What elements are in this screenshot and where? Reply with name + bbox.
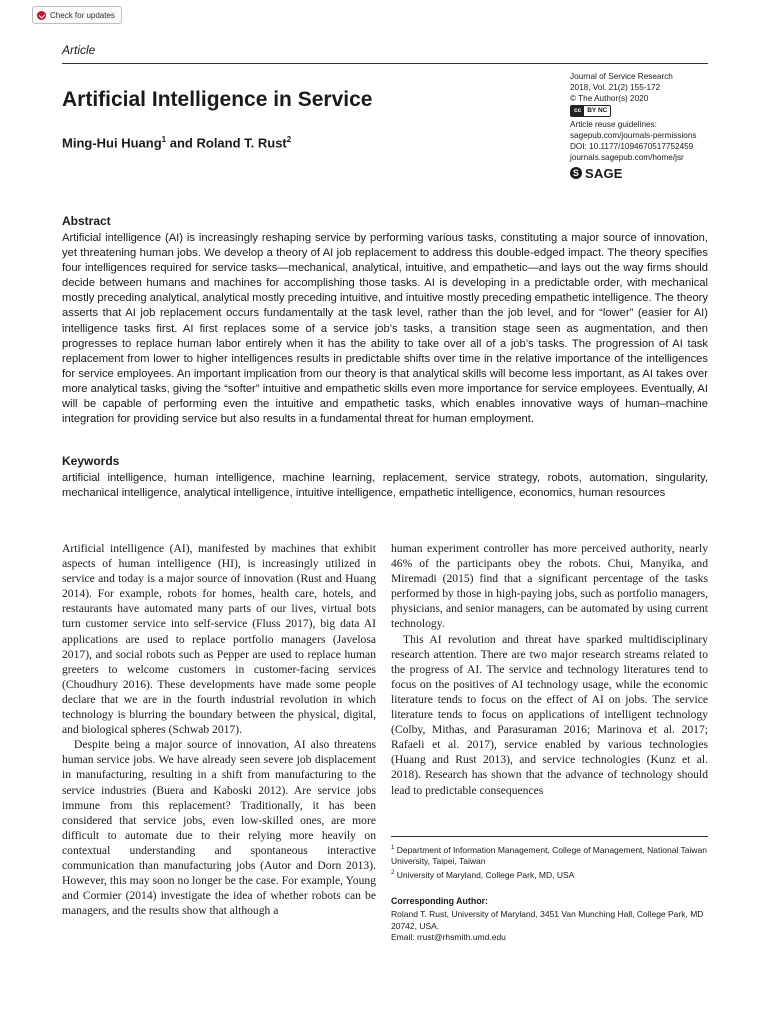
corresponding-author-heading: Corresponding Author: [391, 896, 488, 906]
journal-citation: 2018, Vol. 21(2) 155-172 [570, 83, 661, 92]
abstract-heading: Abstract [62, 214, 111, 228]
doi-link[interactable]: DOI: 10.1177/1094670517752459 [570, 142, 694, 151]
keywords-heading: Keywords [62, 454, 120, 468]
check-update-icon [37, 11, 46, 20]
copyright-line: © The Author(s) 2020 [570, 94, 649, 103]
body-paragraph: human experiment controller has more perceived authority, nearly 46% of the participants obey the robots. Chui, Manyika, and Miremadi (2015) find that a significant percentage of the tasks performed by those in high-paying jobs, such as portfolio managers, physicians, and senior managers, can be automated by using current technology. [391, 542, 708, 631]
author-name: Roland T. Rust [196, 135, 287, 151]
corresponding-author-email[interactable]: Email: rrust@rhsmith.umd.edu [391, 932, 506, 942]
footnote-marker: 2 [391, 870, 395, 876]
body-column-left [62, 541, 376, 918]
corresponding-author-address: Roland T. Rust, University of Maryland, 3451 Van Munching Hall, College Park, MD 20742, USA. [391, 909, 704, 931]
body-column-right [391, 541, 708, 798]
author-line [62, 135, 291, 150]
journal-info-block [570, 71, 720, 179]
permissions-link[interactable]: sagepub.com/journals-permissions [570, 131, 697, 140]
cc-by-nc-label: BY NC [587, 107, 608, 114]
publisher-logo [570, 167, 720, 179]
keywords-text: artificial intelligence, human intelligence, machine learning, replacement, service strategy, robots, automation, singularity, mechanical intelligence, analytical intelligence, intuitive intelligence, empathetic intelligence, economics, human resources [62, 472, 708, 500]
author-name: Ming-Hui Huang [62, 135, 162, 151]
article-type-label: Article [62, 43, 96, 57]
body-paragraph: Despite being a major source of innovation, AI also threatens human service jobs. We have already seen severe job displacement in manufacturing, resulting in a shift from manufacturing to the service industries (Buera and Kaboski 2012). Are service jobs immune from this replacement? Traditionally, it has been considered that service jobs, even low-skilled ones, are more difficult to automate due to their relying more heavily on contextual understanding and spontaneous interactive communication than manufacturing jobs (Autor and Dorn 2013). However, this may soon no longer be the case. For example, Young and Cormier (2014) investigate the idea of whether robots can be managers, and the results show that although a [62, 738, 376, 918]
affiliation-footnote-2 [391, 868, 708, 881]
author-connector: and [169, 135, 193, 151]
reuse-guidelines-label: Article reuse guidelines: [570, 120, 657, 129]
publisher-name: SAGE [585, 165, 623, 181]
footnote-text: University of Maryland, College Park, MD, USA [396, 869, 575, 880]
corresponding-author-block [391, 909, 708, 944]
author-affiliation-marker: 1 [161, 135, 167, 144]
author-affiliation-marker: 2 [286, 135, 292, 144]
article-title: Artificial Intelligence in Service [62, 88, 373, 111]
header-rule [62, 63, 708, 64]
abstract-text: Artificial intelligence (AI) is increasingly reshaping service by performing various tasks, constituting a major source of innovation, yet threatening human jobs. We develop a theory of AI job replacement to address this double-edged impact. The theory specifies four intelligences required for service tasks—mechanical, analytical, intuitive, and empathetic—and lays out the way firms should decide between humans and machines for accomplishing those tasks. AI is developing in a predictable order, with mechanical mostly preceding analytical, analytical mostly preceding intuitive, and intuitive mostly preceding empathetic intelligence. The theory asserts that AI job replacement occurs fundamentally at the task level, rather than the job level, and for “lower” (easier for AI) intelligence tasks first. AI first replaces some of a service job’s tasks, a transition stage seen as augmentation, and then progresses to replace human labor entirely when it has the ability to take over all of a job’s tasks. The progression of AI task replacement from lower to higher intelligences results in predictable shifts over time in the relative importance of the intelligences for service employees. An important implication from our theory is that analytical skills will become less important, as AI takes over more analytical tasks, giving the “softer” intuitive and empathetic skills even more importance for service employees. Eventually, AI will be capable of performing even the intuitive and empathetic tasks, which enables innovative ways of human–machine integration for providing service but also results in a fundamental threat for human employment. [62, 232, 708, 426]
footnote-rule [391, 836, 708, 837]
creative-commons-badge[interactable] [570, 105, 611, 117]
sage-logo-icon: S [570, 167, 582, 179]
cc-icon: cc [571, 106, 584, 116]
footnote-text: Department of Information Management, College of Management, National Taiwan University, Taipei, Taiwan [391, 844, 707, 867]
affiliation-footnote-1 [391, 843, 708, 868]
footnote-marker: 1 [391, 845, 395, 851]
journal-name: Journal of Service Research [570, 72, 673, 81]
check-for-updates-badge[interactable] [32, 6, 122, 24]
body-paragraph: Artificial intelligence (AI), manifested by machines that exhibit aspects of human intelligence (HI), is increasingly utilized in service and today is a major source of innovation (Rust and Huang 2014). For example, robots for homes, health care, hotels, and restaurants have automated many parts of our lives, virtual bots turn customer service into self-service (Fluss 2017), big data AI applications are used to replace portfolio managers (Javelosa 2017), and social robots such as Pepper are used to replace human greeters to welcome customers in customer-facing services (Choudhury 2016). These developments have made some people declare that we are in the fourth industrial revolution in which technology is blurring the boundary between the physical, digital, and biological spheres (Schwab 2017). [62, 542, 376, 737]
check-for-updates-label: Check for updates [50, 10, 115, 20]
journal-homepage-link[interactable]: journals.sagepub.com/home/jsr [570, 153, 684, 162]
body-paragraph: This AI revolution and threat have sparked multidisciplinary research attention. There are two major research streams related to the progress of AI. The service and technology literatures tend to focus on the positives of AI technology usage, while the economic literature tends to focus on the effect of AI on jobs. The service literature tends to focus on applications of intelligent technology (Colby, Mithas, and Parasuraman 2016; Marinova et al. 2017; Rafaeli et al. 2017), service enabled by various technologies (Huang and Rust 2013), and service technologies (Kunz et al. 2018). Research has shown that the advance of technology should lead to predictable consequences [391, 632, 708, 797]
